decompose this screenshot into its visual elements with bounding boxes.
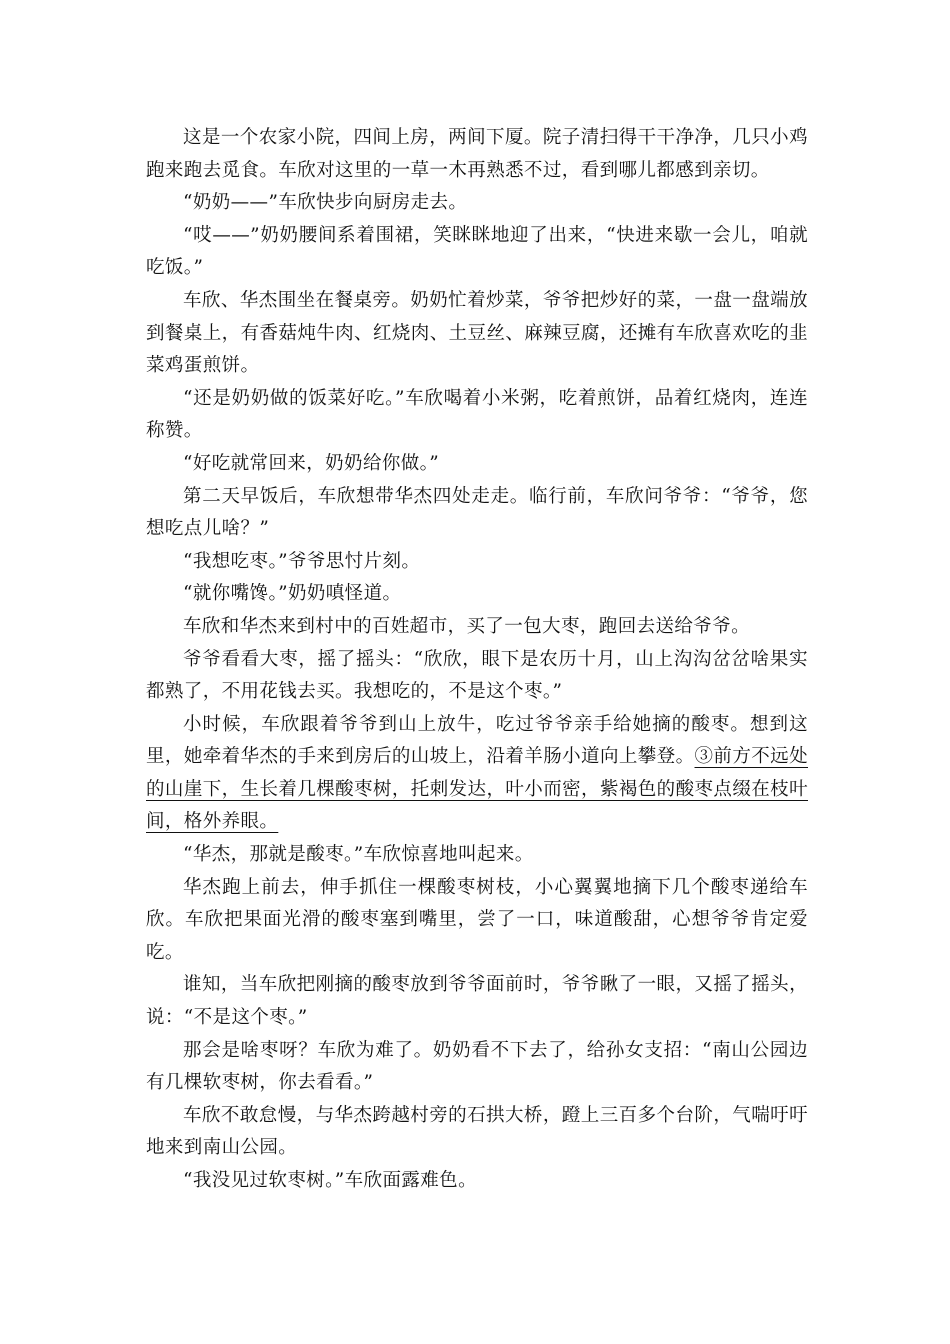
paragraph-text: “我想吃枣。”爷爷思忖片刻。	[183, 550, 421, 572]
paragraph-5	[146, 383, 808, 448]
paragraph-1	[146, 122, 808, 187]
paragraph-12	[146, 709, 808, 839]
paragraph-text: 这是一个农家小院，四间上房，两间下厦。院子清扫得干干净净，几只小鸡跑来跑去觅食。车欣对这里的一草一木再熟悉不过，看到哪儿都感到亲切。	[146, 127, 808, 181]
paragraph-text: “奶奶——”车欣快步向厨房走去。	[183, 192, 468, 214]
paragraph-text: 那会是啥枣呀？车欣为难了。奶奶看不下去了，给孙女支招：“南山公园边有几棵软枣树，你去看看。”	[146, 1039, 808, 1094]
paragraph-2	[146, 187, 808, 220]
paragraph-text: 第二天早饭后，车欣想带华杰四处走走。临行前，车欣问爷爷：“爷爷，您想吃点儿啥？”	[146, 485, 808, 540]
paragraph-text: “华杰，那就是酸枣。”车欣惊喜地叫起来。	[183, 844, 534, 866]
paragraph-text: 华杰跑上前去，伸手抓住一棵酸枣树枝，小心翼翼地摘下几个酸枣递给车欣。车欣把果面光滑的酸枣塞到嘴里，尝了一口，味道酸甜，心想爷爷肯定爱吃。	[146, 876, 808, 963]
paragraph-text: 谁知，当车欣把刚摘的酸枣放到爷爷面前时，爷爷瞅了一眼，又摇了摇头，说：“不是这个枣。”	[146, 974, 808, 1029]
paragraph-text: “还是奶奶做的饭菜好吃。”车欣喝着小米粥，吃着煎饼，品着红烧肉，连连称赞。	[146, 387, 808, 442]
paragraph-13	[146, 839, 808, 872]
paragraph-8	[146, 546, 808, 579]
paragraph-text: 车欣不敢怠慢，与华杰跨越村旁的石拱大桥，蹬上三百多个台阶，气喘吁吁地来到南山公园。	[146, 1104, 808, 1159]
paragraph-14	[146, 872, 808, 970]
paragraph-text: “哎——”奶奶腰间系着围裙，笑眯眯地迎了出来，“快进来歇一会儿，咱就吃饭。”	[146, 224, 808, 279]
paragraph-text: 小时候，车欣跟着爷爷到山上放牛，吃过爷爷亲手给她摘的酸枣。想到这里，她牵着华杰的手来到房后的山坡上，沿着羊肠小道向上攀登。	[146, 713, 808, 768]
underlined-sentence-3: ③前方不远处的山崖下，生长着几棵酸枣树，托刺发达，叶小而密，紫褐色的酸枣点缀在枝叶间，格外养眼。	[146, 746, 808, 833]
paragraph-text: “我没见过软枣树。”车欣面露难色。	[183, 1170, 477, 1191]
paragraph-11	[146, 644, 808, 709]
paragraph-6	[146, 448, 808, 481]
paragraph-text: “好吃就常回来，奶奶给你做。”	[183, 452, 440, 474]
paragraph-9	[146, 578, 808, 611]
paragraph-18	[146, 1165, 808, 1198]
paragraph-text: “就你嘴馋。”奶奶嗔怪道。	[183, 583, 402, 605]
story-text	[146, 122, 808, 1198]
paragraph-7	[146, 481, 808, 546]
paragraph-4	[146, 285, 808, 383]
paragraph-10	[146, 611, 808, 644]
paragraph-15	[146, 969, 808, 1034]
paragraph-text: 爷爷看看大枣，摇了摇头：“欣欣，眼下是农历十月，山上沟沟岔岔啥果实都熟了，不用花钱去买。我想吃的，不是这个枣。”	[146, 648, 808, 703]
paragraph-text: 车欣、华杰围坐在餐桌旁。奶奶忙着炒菜，爷爷把炒好的菜，一盘一盘端放到餐桌上，有香菇炖牛肉、红烧肉、土豆丝、麻辣豆腐，还摊有车欣喜欢吃的韭菜鸡蛋煎饼。	[146, 289, 808, 377]
paragraph-16	[146, 1035, 808, 1100]
paragraph-3	[146, 220, 808, 285]
paragraph-text: 车欣和华杰来到村中的百姓超市，买了一包大枣，跑回去送给爷爷。	[183, 615, 751, 637]
paragraph-17	[146, 1100, 808, 1165]
